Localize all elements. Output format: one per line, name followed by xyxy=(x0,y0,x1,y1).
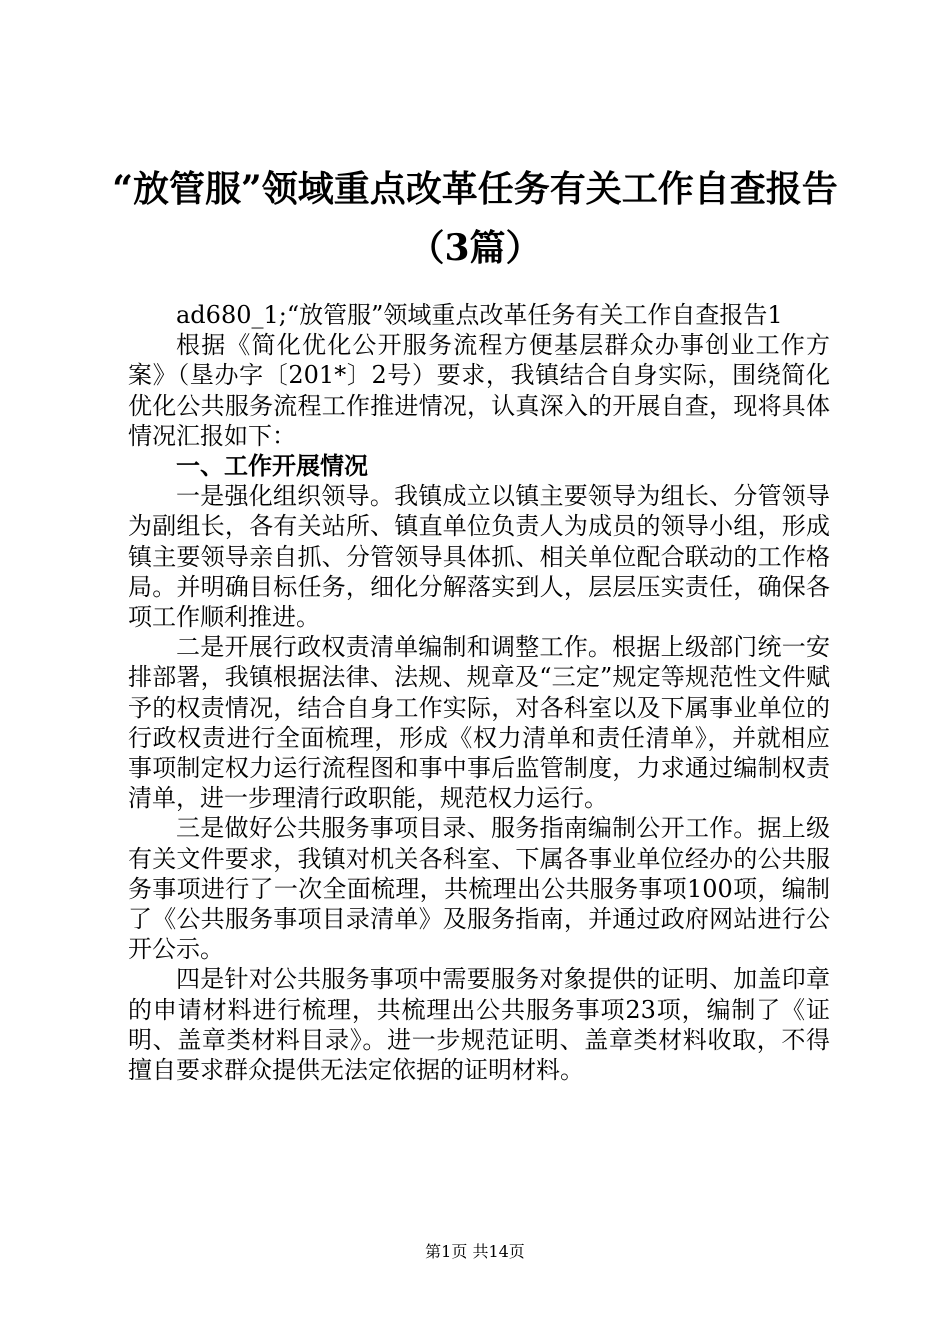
body-paragraph-2: 二是开展行政权责清单编制和调整工作。根据上级部门统一安排部署，我镇根据法律、法规、规章及“三定”规定等规范性文件赋予的权责情况，结合自身工作实际，对各科室以及下属事业单位的行政权责进行全面梳理，形成《权力清单和责任清单》，并就相应事项制定权力运行流程图和事中事后监管制度，力求通过编制权责清单，进一步理清行政职能，规范权力运行。 xyxy=(128,633,830,813)
body-paragraph-3: 三是做好公共服务事项目录、服务指南编制公开工作。据上级有关文件要求，我镇对机关各科室、下属各事业单位经办的公共服务事项进行了一次全面梳理，共梳理出公共服务事项100项，编制了《公共服务事项目录清单》及服务指南，并通过政府网站进行公开公示。 xyxy=(128,814,830,964)
body-paragraph-4: 四是针对公共服务事项中需要服务对象提供的证明、加盖印章的申请材料进行梳理，共梳理出公共服务事项23项，编制了《证明、盖章类材料目录》。进一步规范证明、盖章类材料收取，不得擅自要求群众提供无法定依据的证明材料。 xyxy=(128,965,830,1085)
subtitle-line: ad680_1;“放管服”领域重点改革任务有关工作自查报告1 xyxy=(176,301,783,329)
body-paragraph-1: 一是强化组织领导。我镇成立以镇主要领导为组长、分管领导为副组长，各有关站所、镇直单位负责人为成员的领导小组，形成镇主要领导亲自抓、分管领导具体抓、相关单位配合联动的工作格局。并明确目标任务，细化分解落实到人，层层压实责任，确保各项工作顺利推进。 xyxy=(128,482,830,632)
page-footer: 第1页 共14页 xyxy=(425,1242,525,1261)
intro-paragraph: 根据《简化优化公开服务流程方便基层群众办事创业工作方案》（垦办字〔201*〕2号）要求，我镇结合自身实际，围绕简化优化公共服务流程工作推进情况，认真深入的开展自查，现将具体情况汇报如下： xyxy=(128,331,830,450)
section-heading: 一、工作开展情况 xyxy=(176,452,368,481)
document-title: “放管服”领域重点改革任务有关工作自查报告（3篇） xyxy=(112,168,838,269)
document-body xyxy=(128,300,830,1085)
